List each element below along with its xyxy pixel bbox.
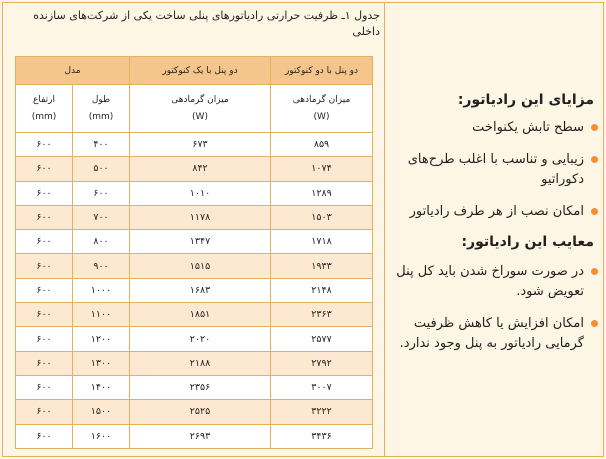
cell-heat-one-convector: ۲۳۵۶ (130, 375, 271, 399)
advantage-item (388, 150, 598, 190)
cell-height: ۶۰۰ (16, 133, 73, 157)
cell-heat-one-convector: ۲۵۲۵ (130, 400, 271, 424)
cell-height: ۶۰۰ (16, 400, 73, 424)
column-divider (384, 2, 385, 457)
cell-heat-one-convector: ۱۱۷۸ (130, 205, 271, 229)
cell-heat-two-convector: ۱۲۸۹ (271, 181, 373, 205)
cell-length: ۸۰۰ (73, 230, 130, 254)
radiator-capacity-table (15, 56, 373, 449)
subheader-heat-one-convector (130, 85, 271, 133)
advantage-text: زیبایی و تناسب با اغلب طرح‌های دکوراتیو (407, 152, 584, 187)
cell-length: ۱۴۰۰ (73, 375, 130, 399)
subheader-length-label: طول (91, 94, 111, 105)
advantage-item (388, 118, 598, 138)
advantages-heading: مزایای این رادیاتور: (457, 92, 594, 108)
table-row (16, 424, 373, 448)
subheader-heat-label: میزان گرمادهی (171, 94, 229, 105)
table-row (16, 303, 373, 327)
subheader-height-unit: (mm) (31, 111, 57, 122)
cell-length: ۱۰۰۰ (73, 278, 130, 302)
advantage-text: امکان نصب از هر طرف رادیاتور (409, 204, 584, 219)
disadvantage-text: امکان افزایش یا کاهش ظرفیت گرمایی رادیاتور به پنل وجود ندارد. (399, 316, 584, 351)
cell-height: ۶۰۰ (16, 230, 73, 254)
cell-height: ۶۰۰ (16, 205, 73, 229)
table-row (16, 205, 373, 229)
subheader-height-label: ارتفاع (32, 94, 56, 105)
side-panel (388, 92, 602, 366)
cell-heat-two-convector: ۳۰۰۷ (271, 375, 373, 399)
cell-length: ۹۰۰ (73, 254, 130, 278)
cell-heat-two-convector: ۱۷۱۸ (271, 230, 373, 254)
table-row (16, 230, 373, 254)
table-row (16, 327, 373, 351)
table-row (16, 157, 373, 181)
header-two-panel-one-convector: دو پنل با یک کنوکتور (130, 57, 271, 85)
cell-heat-one-convector: ۲۶۹۳ (130, 424, 271, 448)
cell-height: ۶۰۰ (16, 278, 73, 302)
subheader-heat-unit: (W) (313, 111, 330, 122)
cell-heat-one-convector: ۸۴۲ (130, 157, 271, 181)
cell-heat-one-convector: ۲۱۸۸ (130, 351, 271, 375)
cell-length: ۱۵۰۰ (73, 400, 130, 424)
subheader-heat-unit: (W) (192, 111, 208, 122)
disadvantages-heading: معایب این رادیاتور: (461, 234, 594, 250)
bullet-dot-icon (591, 320, 598, 327)
table-row (16, 278, 373, 302)
table-row (16, 375, 373, 399)
cell-heat-one-convector: ۱۵۱۵ (130, 254, 271, 278)
subheader-length-unit: (mm) (88, 111, 114, 122)
subheader-heat-label: میزان گرمادهی (292, 94, 351, 105)
cell-height: ۶۰۰ (16, 181, 73, 205)
cell-heat-one-convector: ۱۳۴۷ (130, 230, 271, 254)
cell-length: ۴۰۰ (73, 133, 130, 157)
cell-length: ۵۰۰ (73, 157, 130, 181)
cell-heat-two-convector: ۲۳۶۳ (271, 303, 373, 327)
advantage-item (388, 202, 598, 222)
cell-heat-two-convector: ۲۷۹۲ (271, 351, 373, 375)
table-row (16, 351, 373, 375)
table-row (16, 181, 373, 205)
advantages-list (388, 118, 602, 222)
cell-heat-one-convector: ۶۷۳ (130, 133, 271, 157)
cell-heat-one-convector: ۱۸۵۱ (130, 303, 271, 327)
table-caption: جدول ۱ـ ظرفیت حرارتی رادیاتورهای پنلی ساخت یکی از شرکت‌های سازنده داخلی (33, 9, 380, 38)
cell-length: ۱۱۰۰ (73, 303, 130, 327)
table-row (16, 400, 373, 424)
disadvantage-text: در صورت سوراخ شدن باید کل پنل تعویض شود. (396, 264, 584, 299)
subheader-length (73, 85, 130, 133)
cell-height: ۶۰۰ (16, 327, 73, 351)
bullet-dot-icon (591, 208, 598, 215)
bullet-dot-icon (591, 156, 598, 163)
bullet-dot-icon (591, 268, 598, 275)
disadvantages-list (388, 262, 602, 354)
header-two-panel-two-convector: دو پنل با دو کنوکتور (271, 57, 373, 85)
cell-heat-one-convector: ۱۶۸۳ (130, 278, 271, 302)
cell-height: ۶۰۰ (16, 351, 73, 375)
disadvantage-item (388, 314, 598, 354)
cell-height: ۶۰۰ (16, 303, 73, 327)
subheader-height (16, 85, 73, 133)
cell-heat-two-convector: ۱۹۳۳ (271, 254, 373, 278)
cell-length: ۱۲۰۰ (73, 327, 130, 351)
table-row (16, 133, 373, 157)
cell-heat-two-convector: ۳۲۲۲ (271, 400, 373, 424)
subheader-heat-two-convector (271, 85, 373, 133)
advantage-text: سطح تابش یکنواخت (472, 120, 584, 135)
cell-length: ۱۳۰۰ (73, 351, 130, 375)
disadvantage-item (388, 262, 598, 302)
cell-height: ۶۰۰ (16, 375, 73, 399)
cell-heat-two-convector: ۲۱۴۸ (271, 278, 373, 302)
table-sub-header-row (16, 85, 373, 133)
cell-heat-one-convector: ۲۰۲۰ (130, 327, 271, 351)
cell-length: ۶۰۰ (73, 181, 130, 205)
cell-heat-two-convector: ۲۵۷۷ (271, 327, 373, 351)
cell-length: ۱۶۰۰ (73, 424, 130, 448)
cell-heat-two-convector: ۱۰۷۴ (271, 157, 373, 181)
table-row (16, 254, 373, 278)
cell-heat-one-convector: ۱۰۱۰ (130, 181, 271, 205)
header-model: مدل (16, 57, 130, 85)
cell-heat-two-convector: ۳۴۳۶ (271, 424, 373, 448)
cell-heat-two-convector: ۱۵۰۳ (271, 205, 373, 229)
cell-length: ۷۰۰ (73, 205, 130, 229)
table-group-header-row (16, 57, 373, 85)
cell-height: ۶۰۰ (16, 157, 73, 181)
cell-height: ۶۰۰ (16, 254, 73, 278)
bullet-dot-icon (591, 124, 598, 131)
cell-height: ۶۰۰ (16, 424, 73, 448)
cell-heat-two-convector: ۸۵۹ (271, 133, 373, 157)
